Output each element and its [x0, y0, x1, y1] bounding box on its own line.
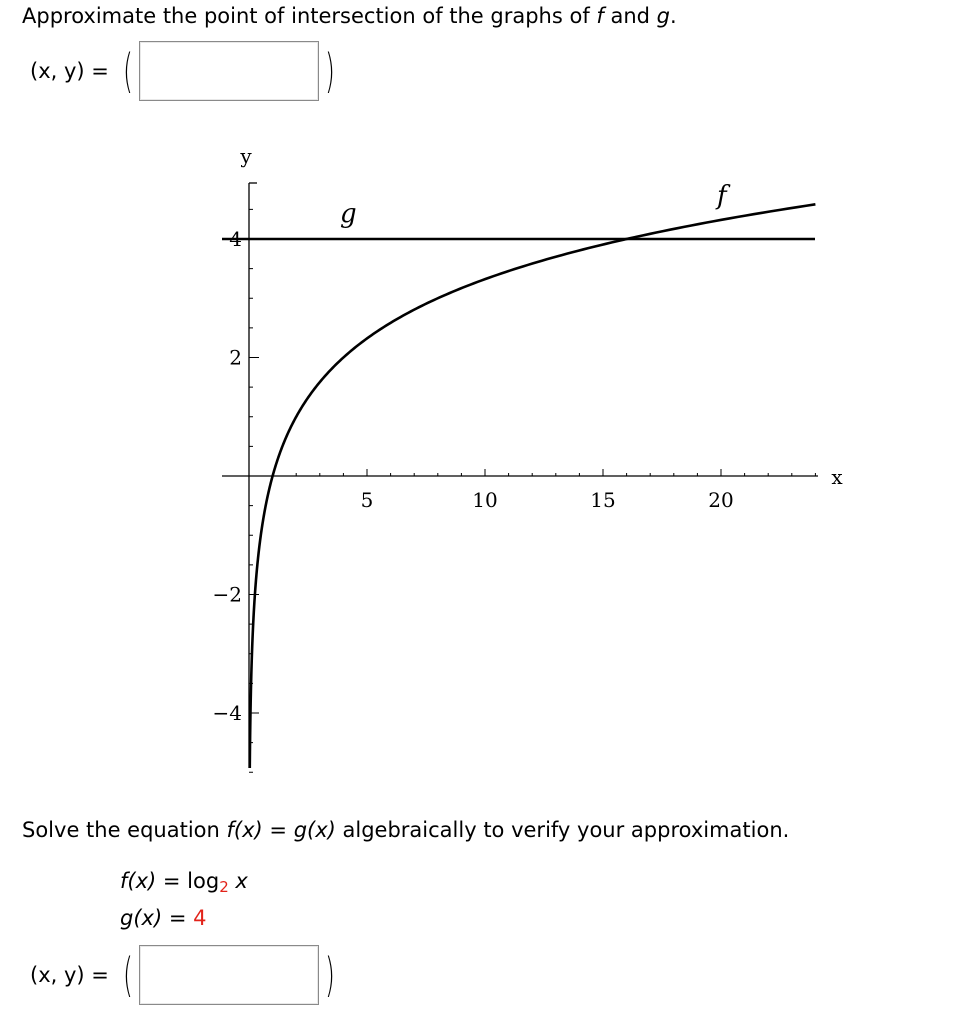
right-paren-2: ): [324, 948, 335, 1002]
g-line-label: g: [340, 199, 357, 229]
g-definition: g(x) = 4: [120, 906, 207, 930]
x-tick-label: 5: [360, 488, 374, 512]
x-tick-label: 20: [708, 488, 734, 512]
left-paren-1: (: [122, 44, 133, 98]
prompt-g: g: [656, 4, 671, 28]
prompt-period: .: [670, 4, 677, 28]
axes: [222, 183, 818, 768]
y-tick-label: −4: [212, 701, 242, 725]
y-tick-label: 2: [229, 345, 242, 370]
g-value: 4: [193, 906, 207, 930]
solve-eq: =: [262, 818, 294, 842]
prompt-and: and: [603, 4, 657, 28]
prompt-f: f: [596, 4, 604, 28]
y-axis-label: y: [240, 144, 252, 168]
answer-label-1: (x, y) =: [30, 59, 109, 83]
solve-gx: g(x): [293, 818, 336, 842]
y-tick-label: −2: [212, 582, 242, 607]
function-definitions: [120, 866, 248, 934]
f-curve-label: f: [717, 181, 727, 211]
solve-prompt: [22, 818, 789, 842]
solve-fx: f(x): [226, 818, 263, 842]
prompt-text: Approximate the point of intersection of the graphs of: [22, 4, 597, 28]
x-axis-label: x: [831, 465, 843, 489]
answer-label-2: (x, y) =: [30, 963, 109, 987]
x-tick-label: 10: [472, 488, 498, 512]
log-base: 2: [219, 878, 229, 896]
solve-suffix: algebraically to verify your approximation.: [335, 818, 790, 842]
answer-input-2[interactable]: [139, 945, 319, 1005]
f-definition: $f(x) = \log_2 x$: [120, 869, 248, 896]
solve-text: Solve the equation: [22, 818, 227, 842]
x-tick-label: 15: [590, 488, 616, 512]
y-tick-label: 4: [229, 227, 242, 251]
curves: [222, 204, 815, 768]
answer-row-2: [30, 944, 339, 1006]
left-paren-2: (: [122, 948, 133, 1002]
f-curve: [250, 204, 816, 768]
right-paren-1: ): [324, 44, 335, 98]
